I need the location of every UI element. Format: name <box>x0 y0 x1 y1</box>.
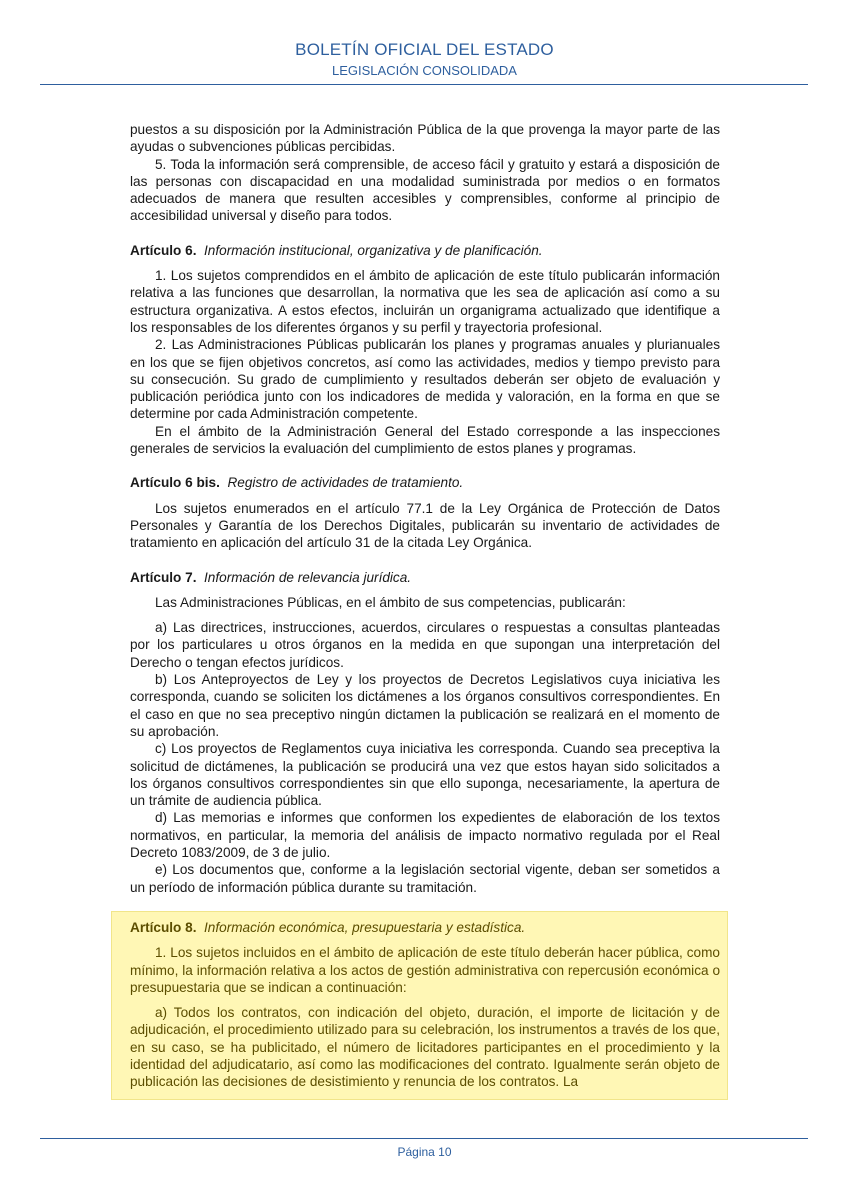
header-subtitle: LEGISLACIÓN CONSOLIDADA <box>332 63 517 78</box>
paragraph-continuation: puestos a su disposición por la Administración Pública de la que provenga la mayor parte de las ayudas o subvenciones públicas percibidas. <box>130 122 720 155</box>
document-body <box>130 121 720 896</box>
highlighted-article-8 <box>130 919 720 1091</box>
paragraph-5: 5. Toda la información será comprensible, de acceso fácil y gratuito y estará a disposición de las personas con discapacidad en una modalidad suministrada por medios o en formatos adecuados de manera que resulten accesibles y comprensibles, conforme al principio de accesibilidad universal y diseño para todos. <box>130 156 720 224</box>
article-6bis-number: Artículo 6 bis. <box>130 475 220 491</box>
article-6-heading <box>130 242 720 259</box>
article-6bis-title: Registro de actividades de tratamiento. <box>227 475 464 491</box>
page-number: Página 10 <box>397 1145 452 1159</box>
article-8-number: Artículo 8. <box>130 920 197 935</box>
article-7-intro: Las Administraciones Públicas, en el ámbito de sus competencias, publicarán: <box>155 594 626 610</box>
article-8-heading <box>130 919 720 936</box>
footer-divider <box>40 1138 808 1139</box>
article-6bis-heading <box>130 474 720 491</box>
article-6-paragraph-2: 2. Las Administraciones Públicas publicarán los planes y programas anuales y plurianuales en los que se fijen objetivos concretos, así como las actividades, medios y tiempo previsto para su consecución. Su grado de cumplimiento y resultados deberán ser objeto de evaluación y publicación periódica junto con los indicadores de medida y valoración, en la forma en que se determine por cada Administración competente. <box>130 337 720 422</box>
article-8-item-a: a) Todos los contratos, con indicación del objeto, duración, el importe de licitación y de adjudicación, el procedimiento utilizado para su celebración, los instrumentos a través de los que, en su caso, se ha publicitado, el número de licitadores participantes en el procedimiento y la identidad del adjudicatario, así como las modificaciones del contrato. Igualmente serán objeto de publicación las decisiones de desistimiento y renuncia de los contratos. La <box>130 1005 720 1090</box>
article-7-item-b: b) Los Anteproyectos de Ley y los proyectos de Decretos Legislativos cuya iniciativa les corresponda, cuando se soliciten los dictámenes a los órganos consultivos correspondientes. En el caso en que no sea preceptivo ningún dictamen la publicación se realizará en el momento de su aprobación. <box>130 672 720 739</box>
article-7-heading <box>130 569 720 586</box>
article-8-paragraph-1: 1. Los sujetos incluidos en el ámbito de aplicación de este título deberán hacer pública, como mínimo, la información relativa a los actos de gestión administrativa con repercusión económica o presupuestaria que se indican a continuación: <box>130 945 720 995</box>
article-6bis-paragraph-1: Los sujetos enumerados en el artículo 77.1 de la Ley Orgánica de Protección de Datos Personales y Garantía de los Derechos Digitales, publicarán su inventario de actividades de tratamiento en aplicación del artículo 31 de la citada Ley Orgánica. <box>130 500 720 551</box>
article-7-item-e: e) Los documentos que, conforme a la legislación sectorial vigente, deban ser sometidos a un período de información pública durante su tramitación. <box>130 862 720 895</box>
article-6-title: Información institucional, organizativa y de planificación. <box>204 242 543 258</box>
header-title: BOLETÍN OFICIAL DEL ESTADO <box>295 40 554 59</box>
article-6-number: Artículo 6. <box>130 242 197 258</box>
article-8-title: Información económica, presupuestaria y estadística. <box>204 920 526 935</box>
article-7-item-d: d) Las memorias e informes que conformen los expedientes de elaboración de los textos normativos, en particular, la memoria del análisis de impacto normativo regulada por el Real Decreto 1083/2009, de 3 de julio. <box>130 810 720 860</box>
article-6-paragraph-3: En el ámbito de la Administración General del Estado corresponde a las inspecciones generales de servicios la evaluación del cumplimiento de estos planes y programas. <box>130 423 720 457</box>
article-7-title: Información de relevancia jurídica. <box>204 569 412 585</box>
header-divider <box>40 84 808 85</box>
article-6-paragraph-1: 1. Los sujetos comprendidos en el ámbito de aplicación de este título publicarán información relativa a las funciones que desarrollan, la normativa que les sea de aplicación así como a su estructura organizativa. A estos efectos, incluirán un organigrama actualizado que identifique a los responsables de los diferentes órganos y su perfil y trayectoria profesional. <box>130 268 720 335</box>
article-7-item-a: a) Las directrices, instrucciones, acuerdos, circulares o respuestas a consultas planteadas por los particulares u otros órganos en la medida en que supongan una interpretación del Derecho o tengan efectos jurídicos. <box>130 620 720 670</box>
article-7-number: Artículo 7. <box>130 569 197 585</box>
article-7-item-c: c) Los proyectos de Reglamentos cuya iniciativa les corresponda. Cuando sea preceptiva la solicitud de dictámenes, la publicación se producirá una vez que estos hayan sido solicitados a los órganos consultivos correspondientes sin que ello suponga, necesariamente, la apertura de un trámite de audiencia pública. <box>130 741 720 809</box>
